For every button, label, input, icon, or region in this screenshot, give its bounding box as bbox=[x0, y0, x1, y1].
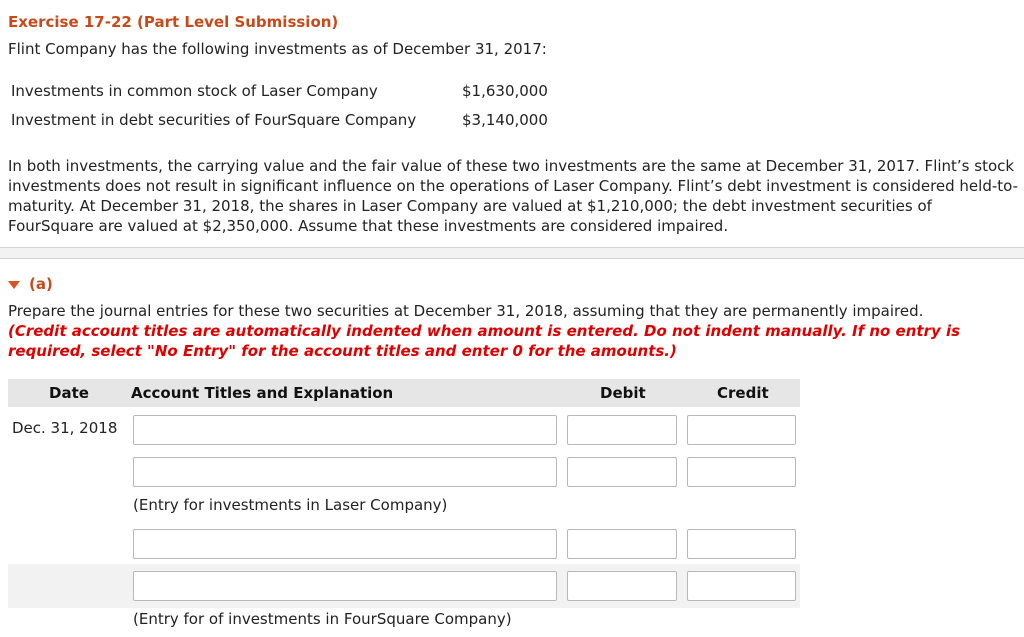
debit-input[interactable] bbox=[567, 415, 677, 445]
prompt-text: Prepare the journal entries for these two securities at December 31, 2018, assuming that they are permanently impaired. bbox=[8, 302, 924, 320]
investment-label: Investments in common stock of Laser Company bbox=[11, 82, 378, 100]
account-title-input[interactable] bbox=[133, 529, 557, 559]
debit-input[interactable] bbox=[567, 457, 677, 487]
investment-amount: $1,630,000 bbox=[462, 82, 548, 100]
account-title-input[interactable] bbox=[133, 415, 557, 445]
debit-input[interactable] bbox=[567, 529, 677, 559]
investment-label: Investment in debt securities of FourSquare Company bbox=[11, 111, 417, 129]
journal-table-header bbox=[8, 379, 800, 407]
header-account: Account Titles and Explanation bbox=[131, 384, 394, 402]
part-a-toggle[interactable] bbox=[8, 275, 53, 293]
entry-note: (Entry for of investments in FourSquare Company) bbox=[133, 610, 512, 628]
section-divider bbox=[0, 247, 1024, 259]
debit-input[interactable] bbox=[567, 571, 677, 601]
account-title-input[interactable] bbox=[133, 571, 557, 601]
entry-date: Dec. 31, 2018 bbox=[12, 419, 118, 437]
investment-amount: $3,140,000 bbox=[462, 111, 548, 129]
part-a-label: (a) bbox=[29, 275, 53, 293]
account-title-input[interactable] bbox=[133, 457, 557, 487]
collapse-triangle-icon[interactable] bbox=[8, 281, 20, 289]
problem-paragraph: In both investments, the carrying value and the fair value of these two investments are the same at December 31, 2017. Flint’s stock investments does not result in significant influence on the operations of Laser Company. Flint’s debt investment is considered held-to-maturity. At December 31, 2018, the shares in Laser Company are valued at $1,210,000; the debt investment securities of FourSquare are valued at $2,350,000. Assume that these investments are considered impaired. bbox=[8, 157, 1019, 235]
header-debit: Debit bbox=[600, 384, 646, 402]
instruction-text: (Credit account titles are automatically indented when amount is entered. Do not indent manually. If no entry is required, select "No Entry" for the account titles and enter 0 for the amounts.) bbox=[8, 322, 961, 360]
header-credit: Credit bbox=[717, 384, 769, 402]
part-a-prompt bbox=[8, 301, 1018, 361]
credit-input[interactable] bbox=[687, 529, 796, 559]
entry-note: (Entry for investments in Laser Company) bbox=[133, 496, 448, 514]
credit-input[interactable] bbox=[687, 571, 796, 601]
header-date: Date bbox=[49, 384, 89, 402]
intro-text: Flint Company has the following investments as of December 31, 2017: bbox=[8, 40, 547, 58]
exercise-title: Exercise 17-22 (Part Level Submission) bbox=[8, 13, 339, 31]
credit-input[interactable] bbox=[687, 457, 796, 487]
credit-input[interactable] bbox=[687, 415, 796, 445]
